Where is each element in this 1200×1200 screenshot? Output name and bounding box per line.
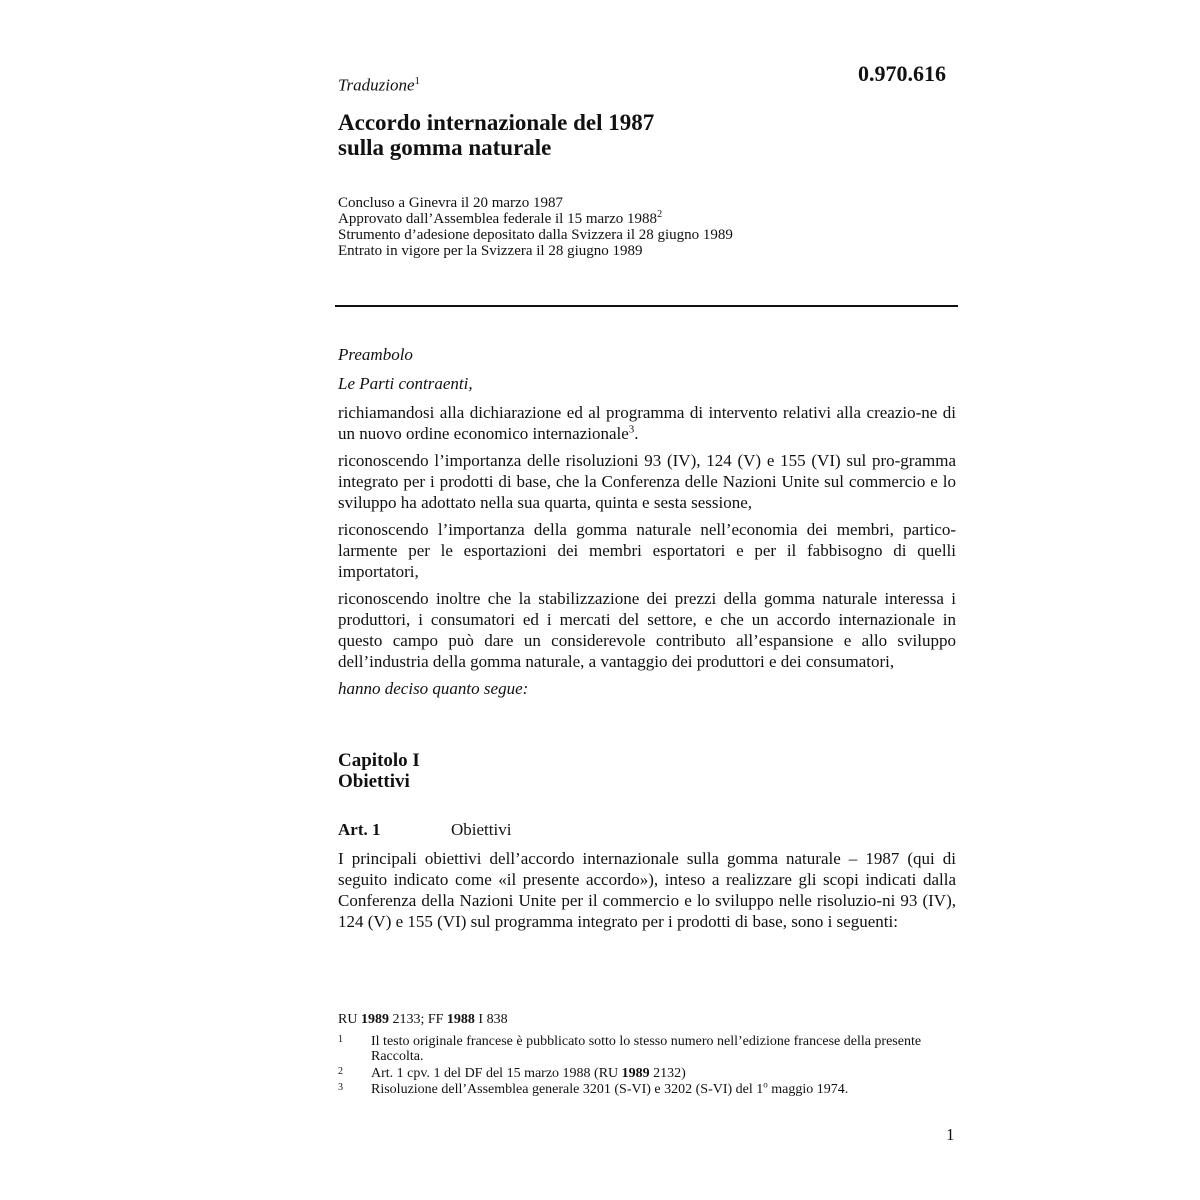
chapter-heading [338, 750, 420, 792]
preamble-paragraph-3: riconoscendo l’importanza della gomma naturale nell’economia dei membri, partico-larmente per le esportazioni dei membri esportatori e per il fabbisogno di quelli importatori, [338, 520, 956, 581]
chapter-title: Obiettivi [338, 771, 410, 792]
preamble-paragraph-2: riconoscendo l’importanza delle risoluzioni 93 (IV), 124 (V) e 155 (VI) sul pro-gramma integrato per i prodotti di base, che la Conferenza delle Nazioni Unite sul commercio e lo sviluppo ha adottato nella sua quarta, quinta e sesta sessione, [338, 451, 956, 512]
footnote-ref-1[interactable]: 1 [414, 75, 421, 87]
article-text: I principali obiettivi dell’accordo internazionale sulla gomma naturale – 1987 (qui di seguito indicato come «il presente accordo»), inteso a realizzare gli scopi indicati dalla Conferenza della Nazioni Unite per il commercio e lo sviluppo nelle risoluzio-ni 93 (IV), 124 (V) e 155 (VI) sul programma integrato per i prodotti di base, sono i seguenti: [338, 849, 956, 931]
meta-in-force: Entrato in vigore per la Svizzera il 28 giugno 1989 [338, 243, 643, 259]
document-metadata [338, 195, 733, 259]
section-divider [335, 305, 958, 307]
preamble-paragraph-4: riconoscendo inoltre che la stabilizzazione dei prezzi della gomma naturale interessa i produttori, i consumatori ed i mercati del settore, e che un accordo internazionale in questo campo può dare un considerevole contributo all’espansione e allo sviluppo dell’industria della gomma naturale, a vantaggio dei produttori e dei consumatori, [338, 589, 956, 671]
preamble-closing: hanno deciso quanto segue: [338, 679, 529, 698]
footer-reference: RU 1989 2133; FF 1988 I 838 [338, 1012, 508, 1027]
page-number: 1 [946, 1125, 955, 1144]
preamble-heading: Preambolo [338, 345, 413, 364]
title-line-2: sulla gomma naturale [338, 135, 552, 160]
preamble [338, 344, 956, 705]
meta-approved: Approvato dall’Assemblea federale il 15 marzo 1988$^2$ [338, 209, 663, 227]
article-title: Obiettivi [451, 820, 512, 839]
meta-instrument: Strumento d’adesione depositato dalla Svizzera il 28 giugno 1989 [338, 227, 733, 243]
footnote-ref-3[interactable]: 3 [628, 423, 635, 436]
title-line-1: Accordo internazionale del 1987 [338, 110, 655, 135]
preamble-paragraph-1: richiamandosi alla dichiarazione ed al programma di intervento relativi alla creazio-ne di un nuovo ordine economico internazionale$^3$. [338, 403, 956, 443]
article-number: Art. 1 [338, 820, 381, 839]
chapter-label: Capitolo I [338, 750, 420, 771]
meta-concluded: Concluso a Ginevra il 20 marzo 1987 [338, 195, 563, 211]
document-title [338, 110, 654, 160]
preamble-parties: Le Parti contraenti, [338, 374, 473, 393]
translation-label: Traduzione$^1$ [338, 75, 421, 95]
footnote-ref-2[interactable]: 2 [657, 209, 663, 220]
document-number: 0.970.616 [858, 61, 946, 86]
